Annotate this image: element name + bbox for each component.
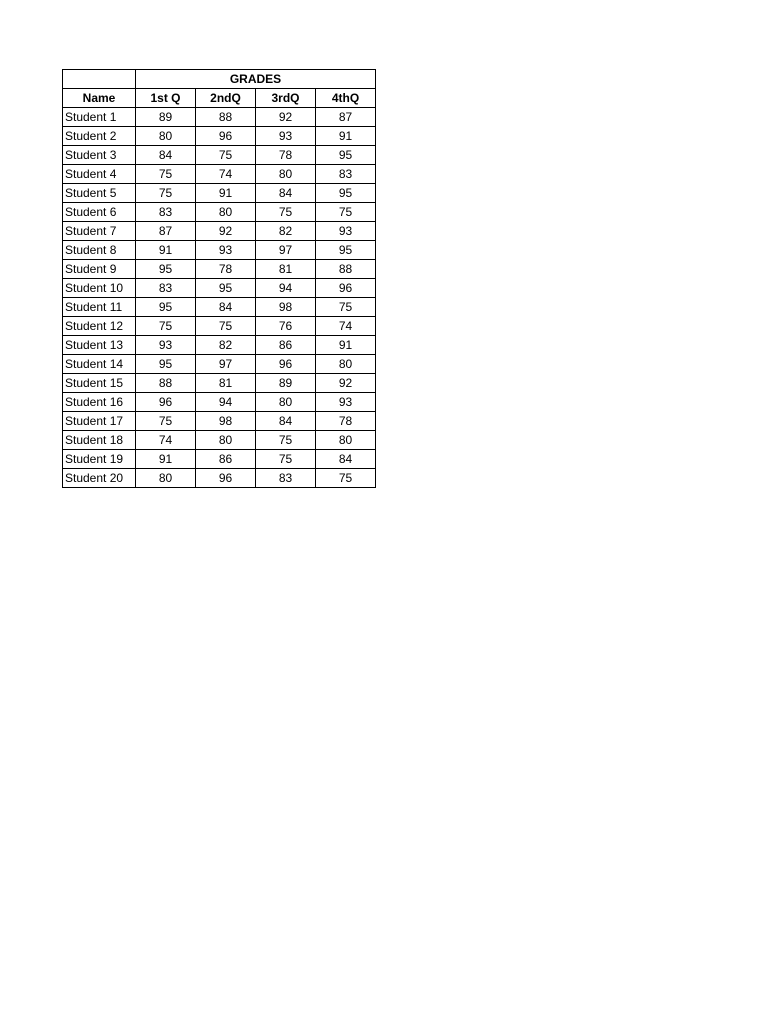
column-header-row <box>63 89 376 108</box>
column-header-q2[interactable]: 2ndQ <box>196 89 256 108</box>
grade-cell-q4[interactable]: 80 <box>316 431 376 450</box>
grade-cell-q3[interactable]: 81 <box>256 260 316 279</box>
student-name-cell[interactable]: Student 9 <box>63 260 136 279</box>
grade-cell-q2[interactable]: 84 <box>196 298 256 317</box>
grade-cell-q4[interactable]: 75 <box>316 298 376 317</box>
table-row <box>63 241 376 260</box>
student-name-cell[interactable]: Student 13 <box>63 336 136 355</box>
grades-group-header[interactable]: GRADES <box>136 70 376 89</box>
grade-cell-q1[interactable]: 80 <box>136 127 196 146</box>
column-header-name[interactable]: Name <box>63 89 136 108</box>
grade-cell-q1[interactable]: 91 <box>136 241 196 260</box>
table-row <box>63 317 376 336</box>
student-name-cell[interactable]: Student 18 <box>63 431 136 450</box>
grade-cell-q2[interactable]: 78 <box>196 260 256 279</box>
student-name-cell[interactable]: Student 16 <box>63 393 136 412</box>
grade-cell-q3[interactable]: 75 <box>256 431 316 450</box>
column-header-q1[interactable]: 1st Q <box>136 89 196 108</box>
student-name-cell[interactable]: Student 17 <box>63 412 136 431</box>
grade-cell-q3[interactable]: 97 <box>256 241 316 260</box>
column-header-q3[interactable]: 3rdQ <box>256 89 316 108</box>
grade-cell-q2[interactable]: 88 <box>196 108 256 127</box>
grade-cell-q1[interactable]: 91 <box>136 450 196 469</box>
grades-table <box>62 69 376 488</box>
grade-cell-q4[interactable]: 95 <box>316 146 376 165</box>
grade-cell-q4[interactable]: 88 <box>316 260 376 279</box>
student-name-cell[interactable]: Student 6 <box>63 203 136 222</box>
grade-cell-q3[interactable]: 93 <box>256 127 316 146</box>
grade-cell-q3[interactable]: 78 <box>256 146 316 165</box>
grade-cell-q3[interactable]: 96 <box>256 355 316 374</box>
grade-cell-q2[interactable]: 82 <box>196 336 256 355</box>
grade-cell-q1[interactable]: 88 <box>136 374 196 393</box>
table-row <box>63 146 376 165</box>
grade-cell-q2[interactable]: 98 <box>196 412 256 431</box>
grade-cell-q4[interactable]: 91 <box>316 127 376 146</box>
grade-cell-q3[interactable]: 80 <box>256 165 316 184</box>
grade-cell-q4[interactable]: 93 <box>316 222 376 241</box>
grade-cell-q2[interactable]: 80 <box>196 203 256 222</box>
grade-cell-q4[interactable]: 75 <box>316 203 376 222</box>
grade-cell-q2[interactable]: 93 <box>196 241 256 260</box>
group-header-row <box>63 70 376 89</box>
grade-cell-q4[interactable]: 74 <box>316 317 376 336</box>
grade-cell-q4[interactable]: 83 <box>316 165 376 184</box>
student-name-cell[interactable]: Student 5 <box>63 184 136 203</box>
grade-cell-q3[interactable]: 75 <box>256 203 316 222</box>
student-name-cell[interactable]: Student 14 <box>63 355 136 374</box>
student-name-cell[interactable]: Student 10 <box>63 279 136 298</box>
table-row <box>63 165 376 184</box>
grade-cell-q3[interactable]: 86 <box>256 336 316 355</box>
grade-cell-q2[interactable]: 97 <box>196 355 256 374</box>
student-name-cell[interactable]: Student 20 <box>63 469 136 488</box>
grade-cell-q2[interactable]: 75 <box>196 317 256 336</box>
grade-cell-q4[interactable]: 95 <box>316 184 376 203</box>
table-row <box>63 355 376 374</box>
grade-cell-q1[interactable]: 96 <box>136 393 196 412</box>
grade-cell-q2[interactable]: 74 <box>196 165 256 184</box>
grade-cell-q3[interactable]: 98 <box>256 298 316 317</box>
student-name-cell[interactable]: Student 12 <box>63 317 136 336</box>
table-row <box>63 279 376 298</box>
grade-cell-q4[interactable]: 95 <box>316 241 376 260</box>
grade-cell-q2[interactable]: 96 <box>196 127 256 146</box>
grade-cell-q4[interactable]: 78 <box>316 412 376 431</box>
table-row <box>63 260 376 279</box>
grade-cell-q1[interactable]: 95 <box>136 298 196 317</box>
table-row <box>63 222 376 241</box>
student-name-cell[interactable]: Student 8 <box>63 241 136 260</box>
student-name-cell[interactable]: Student 1 <box>63 108 136 127</box>
table-row <box>63 374 376 393</box>
table-row <box>63 431 376 450</box>
grade-cell-q1[interactable]: 75 <box>136 184 196 203</box>
grade-cell-q4[interactable]: 87 <box>316 108 376 127</box>
table-row <box>63 108 376 127</box>
grade-cell-q3[interactable]: 94 <box>256 279 316 298</box>
grade-cell-q3[interactable]: 82 <box>256 222 316 241</box>
grade-cell-q1[interactable]: 87 <box>136 222 196 241</box>
grade-cell-q1[interactable]: 80 <box>136 469 196 488</box>
grade-cell-q4[interactable]: 80 <box>316 355 376 374</box>
grade-cell-q3[interactable]: 83 <box>256 469 316 488</box>
grade-cell-q4[interactable]: 84 <box>316 450 376 469</box>
student-name-cell[interactable]: Student 2 <box>63 127 136 146</box>
grade-cell-q3[interactable]: 84 <box>256 412 316 431</box>
grade-cell-q1[interactable]: 95 <box>136 260 196 279</box>
grade-cell-q1[interactable]: 93 <box>136 336 196 355</box>
column-header-q4[interactable]: 4thQ <box>316 89 376 108</box>
table-row <box>63 127 376 146</box>
grade-cell-q2[interactable]: 75 <box>196 146 256 165</box>
table-row <box>63 336 376 355</box>
grade-cell-q2[interactable]: 94 <box>196 393 256 412</box>
grade-cell-q1[interactable]: 75 <box>136 165 196 184</box>
grade-cell-q1[interactable]: 75 <box>136 317 196 336</box>
table-row <box>63 450 376 469</box>
table-row <box>63 203 376 222</box>
table-row <box>63 298 376 317</box>
grade-cell-q3[interactable]: 76 <box>256 317 316 336</box>
grade-cell-q3[interactable]: 84 <box>256 184 316 203</box>
grade-cell-q1[interactable]: 83 <box>136 279 196 298</box>
grade-cell-q2[interactable]: 95 <box>196 279 256 298</box>
grade-cell-q2[interactable]: 80 <box>196 431 256 450</box>
grade-cell-q4[interactable]: 92 <box>316 374 376 393</box>
table-row <box>63 393 376 412</box>
grade-cell-q2[interactable]: 92 <box>196 222 256 241</box>
grades-sheet <box>62 69 376 488</box>
grade-cell-q1[interactable]: 83 <box>136 203 196 222</box>
student-name-cell[interactable]: Student 7 <box>63 222 136 241</box>
grade-cell-q4[interactable]: 96 <box>316 279 376 298</box>
grade-cell-q1[interactable]: 74 <box>136 431 196 450</box>
student-name-cell[interactable]: Student 3 <box>63 146 136 165</box>
grade-cell-q1[interactable]: 75 <box>136 412 196 431</box>
grade-cell-q1[interactable]: 95 <box>136 355 196 374</box>
student-name-cell[interactable]: Student 15 <box>63 374 136 393</box>
grade-cell-q1[interactable]: 84 <box>136 146 196 165</box>
grade-cell-q1[interactable]: 89 <box>136 108 196 127</box>
student-name-cell[interactable]: Student 19 <box>63 450 136 469</box>
grade-cell-q2[interactable]: 91 <box>196 184 256 203</box>
grade-cell-q4[interactable]: 93 <box>316 393 376 412</box>
table-row <box>63 184 376 203</box>
grade-cell-q2[interactable]: 96 <box>196 469 256 488</box>
grade-cell-q3[interactable]: 75 <box>256 450 316 469</box>
grade-cell-q2[interactable]: 81 <box>196 374 256 393</box>
grade-cell-q3[interactable]: 80 <box>256 393 316 412</box>
grade-cell-q4[interactable]: 91 <box>316 336 376 355</box>
table-row <box>63 412 376 431</box>
table-row <box>63 469 376 488</box>
grade-cell-q3[interactable]: 92 <box>256 108 316 127</box>
grades-table-body <box>63 108 376 488</box>
student-name-cell[interactable]: Student 4 <box>63 165 136 184</box>
student-name-cell[interactable]: Student 11 <box>63 298 136 317</box>
grade-cell-q2[interactable]: 86 <box>196 450 256 469</box>
grade-cell-q3[interactable]: 89 <box>256 374 316 393</box>
blank-corner-cell <box>63 70 136 89</box>
grade-cell-q4[interactable]: 75 <box>316 469 376 488</box>
